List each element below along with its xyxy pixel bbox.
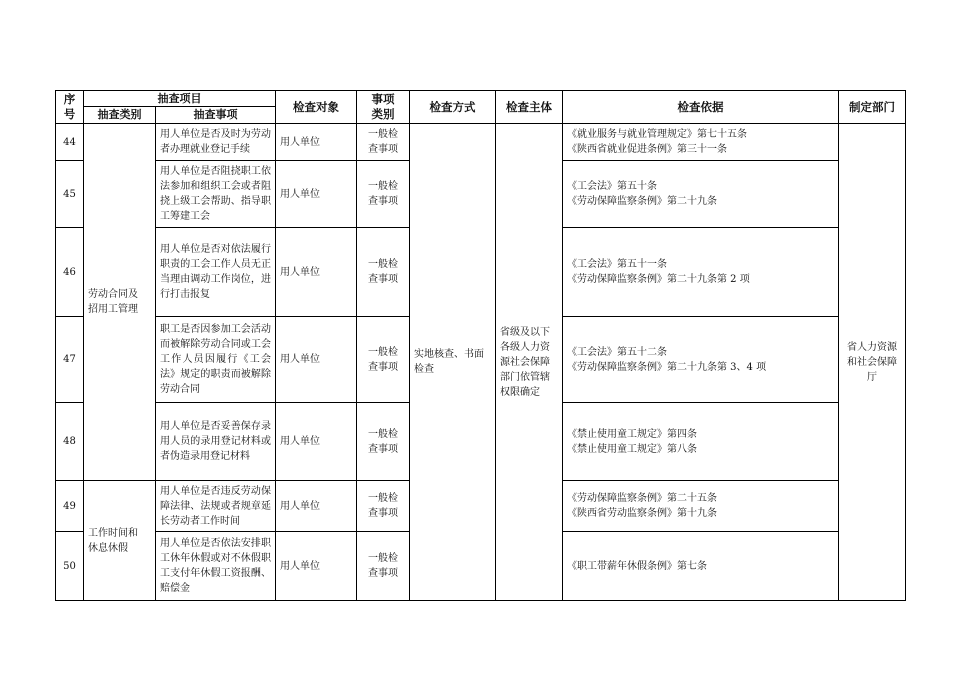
- check-target: 用人单位: [276, 124, 357, 161]
- header-matter-type: 事项 类别: [357, 91, 410, 124]
- inspection-table: [55, 90, 906, 601]
- matter-type: 一般检 查事项: [357, 403, 410, 481]
- check-basis: [563, 532, 839, 601]
- basis-line: 《禁止使用童工规定》第四条: [567, 428, 697, 440]
- check-target: 用人单位: [276, 481, 357, 532]
- header-subject: 检查主体: [496, 91, 563, 124]
- check-target: 用人单位: [276, 403, 357, 481]
- check-matter: 用人单位是否对依法履行职责的工会工作人员无正当理由调动工作岗位，进行打击报复: [156, 228, 276, 317]
- header-method: 检查方式: [410, 91, 496, 124]
- basis-line: 《劳动保障监察条例》第二十九条第 3、4 项: [567, 361, 767, 373]
- header-target: 检查对象: [276, 91, 357, 124]
- check-matter: 用人单位是否依法安排职工休年休假或对不休假职工支付年休假工资报酬、赔偿金: [156, 532, 276, 601]
- matter-type: 一般检 查事项: [357, 317, 410, 403]
- basis-line: 《劳动保障监察条例》第二十九条第 2 项: [567, 274, 750, 285]
- check-matter: 职工是否因参加工会活动而被解除劳动合同或工会工作人员因履行《工会法》规定的职责而被解除劳动合同: [156, 317, 276, 403]
- check-matter: 用人单位是否及时为劳动者办理就业登记手续: [156, 124, 276, 161]
- row-seq: 48: [56, 403, 84, 481]
- header-dept: 制定部门: [839, 91, 906, 124]
- basis-line: 《劳动保障监察条例》第二十五条: [567, 493, 717, 504]
- check-target: 用人单位: [276, 228, 357, 317]
- check-matter: 用人单位是否违反劳动保障法律、法规或者规章延长劳动者工作时间: [156, 481, 276, 532]
- category-labor-contract: 劳动合同及 招用工管理: [84, 124, 156, 481]
- header-check-item: 抽查项目: [84, 91, 276, 107]
- check-target: 用人单位: [276, 532, 357, 601]
- issuing-department: 省人力资源 和社会保障 厅: [839, 124, 906, 601]
- check-matter: 用人单位是否妥善保存录用人员的录用登记材料或者伪造录用登记材料: [156, 403, 276, 481]
- row-seq: 50: [56, 532, 84, 601]
- row-seq: 46: [56, 228, 84, 317]
- matter-type: 一般检 查事项: [357, 481, 410, 532]
- basis-line: 《劳动保障监察条例》第二十九条: [567, 196, 717, 207]
- check-basis: [563, 403, 839, 481]
- header-seq: 序 号: [56, 91, 84, 124]
- table-row: [56, 124, 906, 161]
- header-basis: 检查依据: [563, 91, 839, 124]
- row-seq: 44: [56, 124, 84, 161]
- basis-line: 《陕西省劳动监察条例》第十九条: [567, 508, 717, 519]
- check-method: 实地核查、书面 检查: [410, 124, 496, 601]
- matter-type: 一般检 查事项: [357, 228, 410, 317]
- row-seq: 45: [56, 161, 84, 228]
- check-matter: 用人单位是否阻挠职工依法参加和组织工会或者阻挠上级工会帮助、指导职工筹建工会: [156, 161, 276, 228]
- basis-line: 《就业服务与就业管理规定》第七十五条: [567, 129, 747, 140]
- basis-line: 《禁止使用童工规定》第八条: [567, 443, 697, 455]
- row-seq: 47: [56, 317, 84, 403]
- basis-line: 《职工带薪年休假条例》第七条: [567, 560, 707, 572]
- check-basis: [563, 161, 839, 228]
- basis-line: 《工会法》第五十条: [567, 181, 657, 192]
- matter-type: 一般检 查事项: [357, 161, 410, 228]
- check-subject: 省级及以下 各级人力资 源社会保障 部门依管辖 权限确定: [496, 124, 563, 601]
- basis-line: 《工会法》第五十一条: [567, 259, 667, 270]
- category-working-hours: 工作时间和 休息休假: [84, 481, 156, 601]
- matter-type: 一般检 查事项: [357, 532, 410, 601]
- matter-type: 一般检 查事项: [357, 124, 410, 161]
- check-basis: [563, 228, 839, 317]
- check-basis: [563, 317, 839, 403]
- basis-line: 《工会法》第五十二条: [567, 346, 667, 358]
- check-target: 用人单位: [276, 317, 357, 403]
- row-seq: 49: [56, 481, 84, 532]
- basis-line: 《陕西省就业促进条例》第三十一条: [567, 144, 727, 155]
- check-basis: [563, 124, 839, 161]
- header-check-category: 抽查类别: [84, 107, 156, 124]
- header-check-matter: 抽查事项: [156, 107, 276, 124]
- check-basis: [563, 481, 839, 532]
- check-target: 用人单位: [276, 161, 357, 228]
